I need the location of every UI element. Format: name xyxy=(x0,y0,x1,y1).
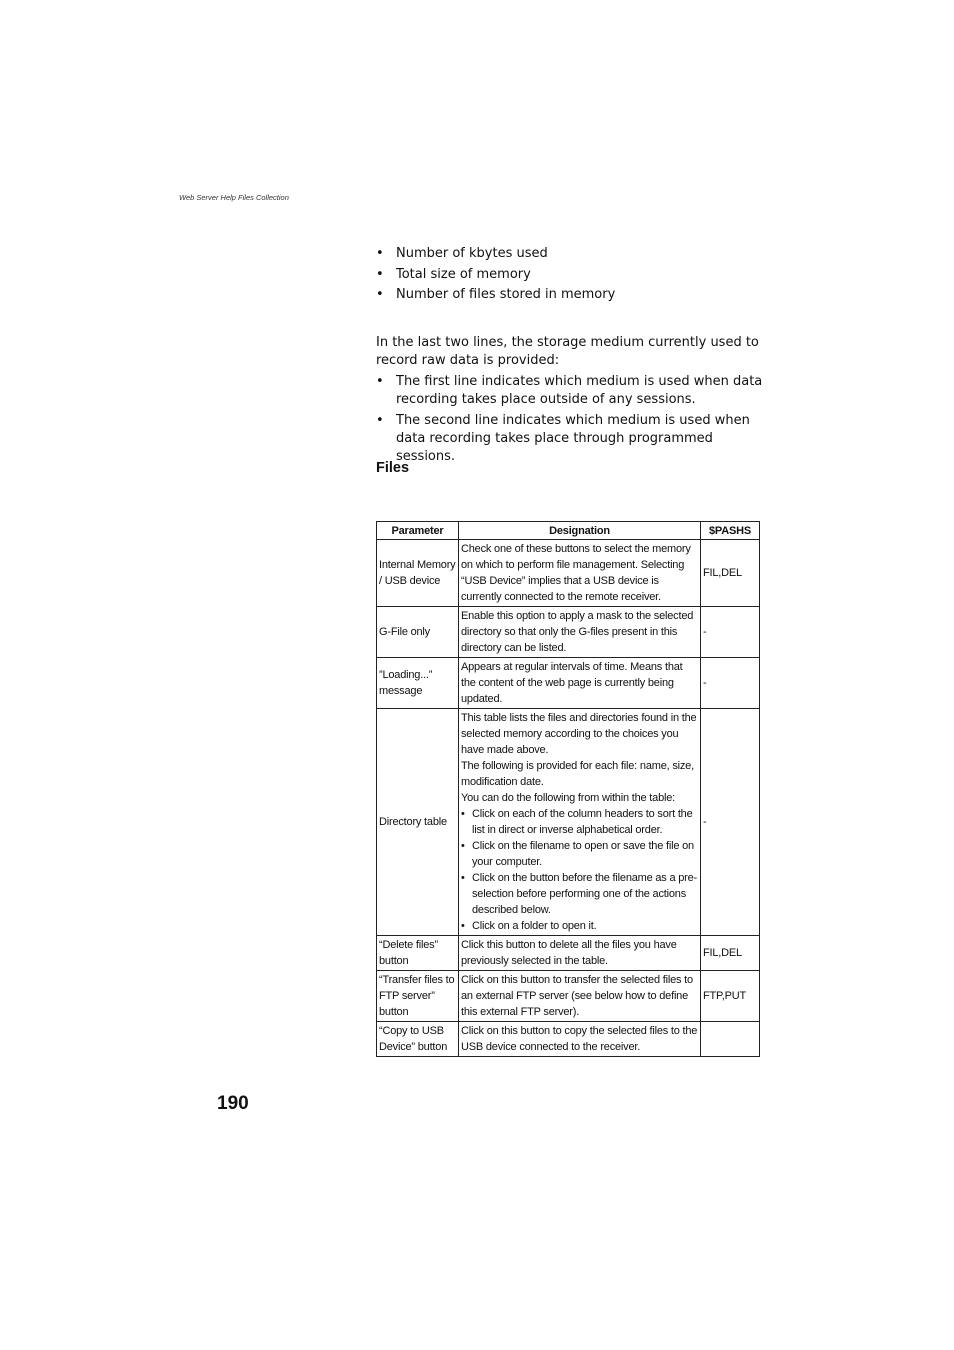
parameter-cell: “Copy to USB Device” button xyxy=(377,1022,459,1057)
designation-cell: Click on this button to copy the selected files to the USB device connected to the receiver. xyxy=(459,1022,701,1057)
list-item: • Number of kbytes used xyxy=(376,246,548,261)
files-parameter-table xyxy=(376,521,760,1057)
parameter-cell: G-File only xyxy=(377,607,459,658)
table-row xyxy=(377,936,760,971)
pashs-cell: FTP,PUT xyxy=(701,971,760,1022)
bullet-icon: • xyxy=(376,266,384,282)
bullet-icon: • xyxy=(376,246,384,261)
list-item: • Click on the filename to open or save the file on your computer. xyxy=(461,840,694,868)
designation-cell: Appears at regular intervals of time. Means that the content of the web page is currently being updated. xyxy=(459,658,701,709)
designation-cell: Click this button to delete all the files you have previously selected in the table. xyxy=(459,936,701,971)
table-header-row xyxy=(377,522,760,540)
bullet-icon: • xyxy=(376,374,384,389)
designation-cell: Check one of these buttons to select the memory on which to perform file management. Selecting “USB Device” implies that a USB device is currently connected to the remote receiver. xyxy=(459,540,701,607)
list-item: • Click on each of the column headers to sort the list in direct or inverse alphabetical order. xyxy=(461,808,693,836)
bullet-icon: • xyxy=(461,872,465,884)
column-header-parameter: Parameter xyxy=(377,522,459,540)
bullet-icon: • xyxy=(376,413,384,428)
pashs-cell xyxy=(701,1022,760,1057)
pashs-cell: - xyxy=(701,709,760,936)
table-row xyxy=(377,971,760,1022)
pashs-cell: - xyxy=(701,658,760,709)
bullet-icon: • xyxy=(376,287,384,302)
parameter-cell: “Transfer files to FTP server” button xyxy=(377,971,459,1022)
list-item: • Total size of memory xyxy=(376,266,531,282)
section-heading: Files xyxy=(376,460,410,476)
pashs-cell: - xyxy=(701,607,760,658)
parameter-cell: ”Loading...” message xyxy=(377,658,459,709)
medium-list xyxy=(376,373,766,469)
list-item: • Click on a folder to open it. xyxy=(461,920,597,932)
column-header-pashs: $PASHS xyxy=(701,522,760,540)
running-header: Web Server Help Files Collection xyxy=(179,193,289,202)
table-row xyxy=(377,1022,760,1057)
table-row xyxy=(377,607,760,658)
designation-cell: Enable this option to apply a mask to the selected directory so that only the G-files present in this directory can be listed. xyxy=(459,607,701,658)
list-item: • Click on the button before the filename as a pre-selection before performing one of the actions described below. xyxy=(461,872,698,916)
list-item: • The first line indicates which medium is used when data recording takes place outside of any sessions. xyxy=(376,374,763,407)
table-row xyxy=(377,658,760,709)
pashs-cell: FIL,DEL xyxy=(701,540,760,607)
bullet-icon: • xyxy=(461,808,465,820)
page-number: 190 xyxy=(217,1093,249,1114)
intro-paragraph: In the last two lines, the storage medium currently used to record raw data is provided: xyxy=(376,335,759,368)
parameter-cell: “Delete files” button xyxy=(377,936,459,971)
bullet-icon: • xyxy=(461,840,465,852)
list-item: • Number of files stored in memory xyxy=(376,287,616,302)
table-action-list xyxy=(461,806,698,934)
parameter-cell: Directory table xyxy=(377,709,459,936)
memory-info-list xyxy=(376,245,766,307)
designation-cell: Click on this button to transfer the selected files to an external FTP server (see below how to define this external FTP server). xyxy=(459,971,701,1022)
parameter-cell: Internal Memory / USB device xyxy=(377,540,459,607)
list-item: • The second line indicates which medium is used when data recording takes place through programmed sessions. xyxy=(376,413,750,464)
designation-cell: This table lists the files and directories found in the selected memory according to the choices you have made above. The following is provided for each file: name, size, modification date. You can do the following from within the table: • Click on each of the column headers to sort the list in direct or inverse alphabetical order. • Click on the filename to open or save the file on your computer. • Click on the button before the filename as a pre-selection before performing one of the actions described below. • Click on a folder to open it. xyxy=(459,709,701,936)
column-header-designation: Designation xyxy=(459,522,701,540)
table-row xyxy=(377,709,760,936)
bullet-icon: • xyxy=(461,920,465,932)
table-row xyxy=(377,540,760,607)
pashs-cell: FIL,DEL xyxy=(701,936,760,971)
